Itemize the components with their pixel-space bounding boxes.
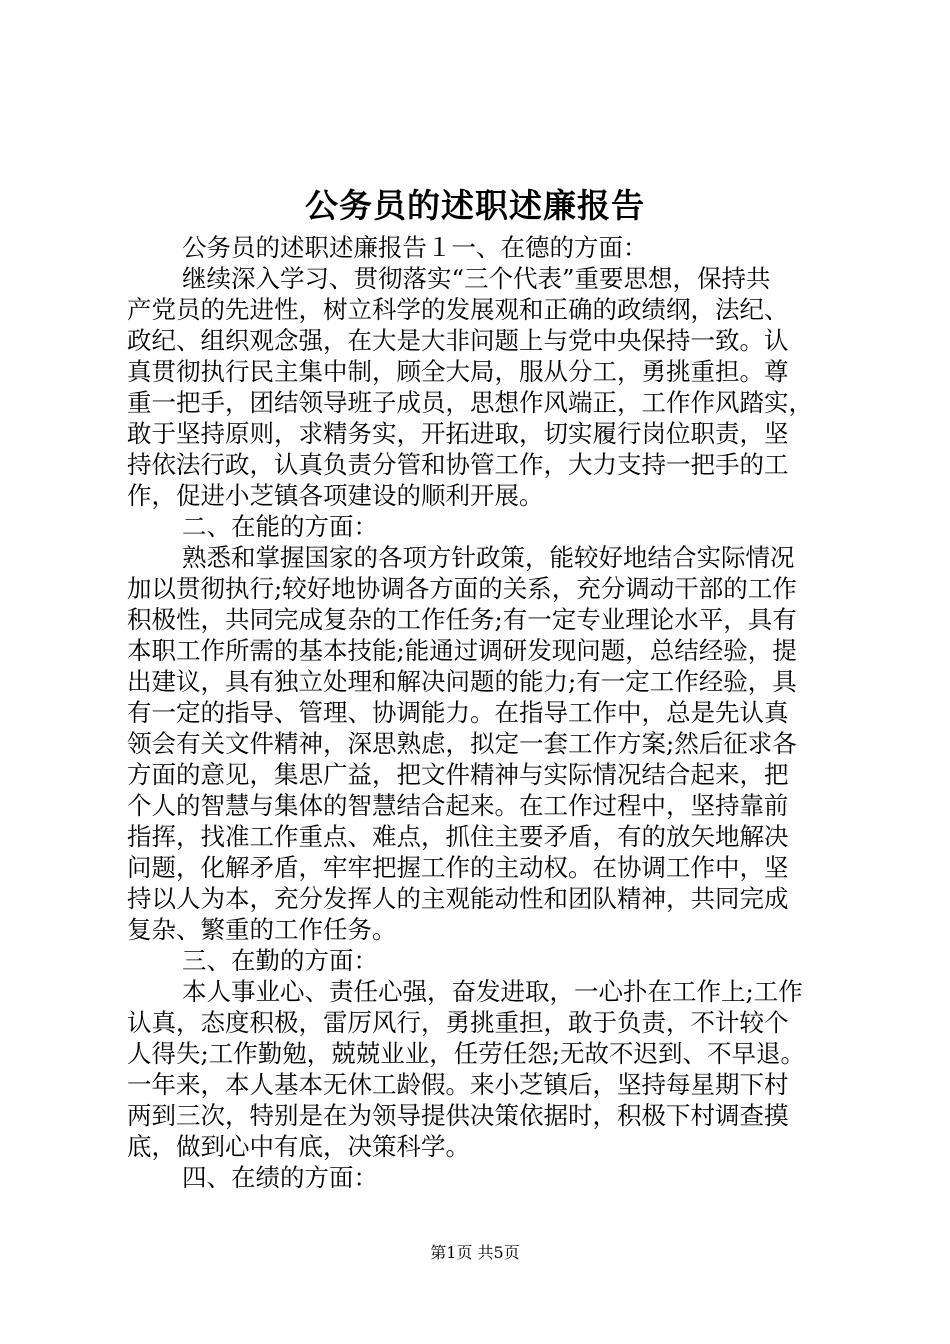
body-line: 真贯彻执行民主集中制，顾全大局，服从分工，勇挑重担。尊 bbox=[127, 357, 789, 386]
document-body bbox=[127, 232, 835, 1193]
body-line: 作，促进小芝镇各项建设的顺利开展。 bbox=[127, 481, 544, 510]
body-line: 政纪、组织观念强，在大是大非问题上与党中央保持一致。认 bbox=[127, 326, 789, 355]
body-line: 领会有关文件精神，深思熟虑，拟定一套工作方案;然后征求各 bbox=[127, 729, 797, 758]
body-line: 人得失;工作勤勉，兢兢业业，任劳任怨;无故不迟到、不早退。 bbox=[127, 1039, 806, 1068]
body-line: 敢于坚持原则，求精务实，开拓进取，切实履行岗位职责，坚 bbox=[127, 419, 789, 448]
body-line: 四、在绩的方面： bbox=[182, 1163, 378, 1192]
body-line: 个人的智慧与集体的智慧结合起来。在工作过程中，坚持靠前 bbox=[127, 791, 789, 820]
body-line: 产党员的先进性，树立科学的发展观和正确的政绩纲，法纪、 bbox=[127, 295, 789, 324]
body-line: 三、在勤的方面： bbox=[182, 946, 378, 975]
body-line: 积极性，共同完成复杂的工作任务;有一定专业理论水平，具有 bbox=[127, 605, 797, 634]
body-line: 本人事业心、责任心强，奋发进取，一心扑在工作上;工作 bbox=[182, 977, 803, 1006]
body-line: 底，做到心中有底，决策科学。 bbox=[127, 1132, 470, 1161]
body-line: 持依法行政，认真负责分管和协管工作，大力支持一把手的工 bbox=[127, 450, 789, 479]
body-line: 一年来，本人基本无休工龄假。来小芝镇后，坚持每星期下村 bbox=[127, 1070, 789, 1099]
page-footer: 第1页 共5页 bbox=[430, 1243, 520, 1262]
body-line: 本职工作所需的基本技能;能通过调研发现问题，总结经验，提 bbox=[127, 636, 797, 665]
body-line: 方面的意见，集思广益，把文件精神与实际情况结合起来，把 bbox=[127, 760, 789, 789]
body-line: 两到三次，特别是在为领导提供决策依据时，积极下村调查摸 bbox=[127, 1101, 789, 1130]
body-line: 有一定的指导、管理、协调能力。在指导工作中，总是先认真 bbox=[127, 698, 789, 727]
body-line: 公务员的述职述廉报告１一、在德的方面： bbox=[182, 233, 648, 262]
body-line: 持以人为本，充分发挥人的主观能动性和团队精神，共同完成 bbox=[127, 884, 789, 913]
body-line: 认真，态度积极，雷厉风行，勇挑重担，敢于负责，不计较个 bbox=[127, 1008, 789, 1037]
body-line: 加以贯彻执行;较好地协调各方面的关系，充分调动干部的工作 bbox=[127, 574, 797, 603]
body-line: 出建议，具有独立处理和解决问题的能力;有一定工作经验，具 bbox=[127, 667, 797, 696]
document-title: 公务员的述职述廉报告 bbox=[305, 186, 645, 225]
body-line: 二、在能的方面： bbox=[182, 512, 378, 541]
body-line: 熟悉和掌握国家的各项方针政策，能较好地结合实际情况 bbox=[182, 543, 795, 572]
body-line: 重一把手，团结领导班子成员，思想作风端正，工作作风踏实， bbox=[127, 388, 813, 417]
body-line: 问题，化解矛盾，牢牢把握工作的主动权。在协调工作中，坚 bbox=[127, 853, 789, 882]
body-line: 复杂、繁重的工作任务。 bbox=[127, 915, 397, 944]
body-line: 指挥，找准工作重点、难点，抓住主要矛盾，有的放矢地解决 bbox=[127, 822, 789, 851]
body-line: 继续深入学习、贯彻落实“三个代表”重要思想，保持共 bbox=[182, 264, 771, 293]
